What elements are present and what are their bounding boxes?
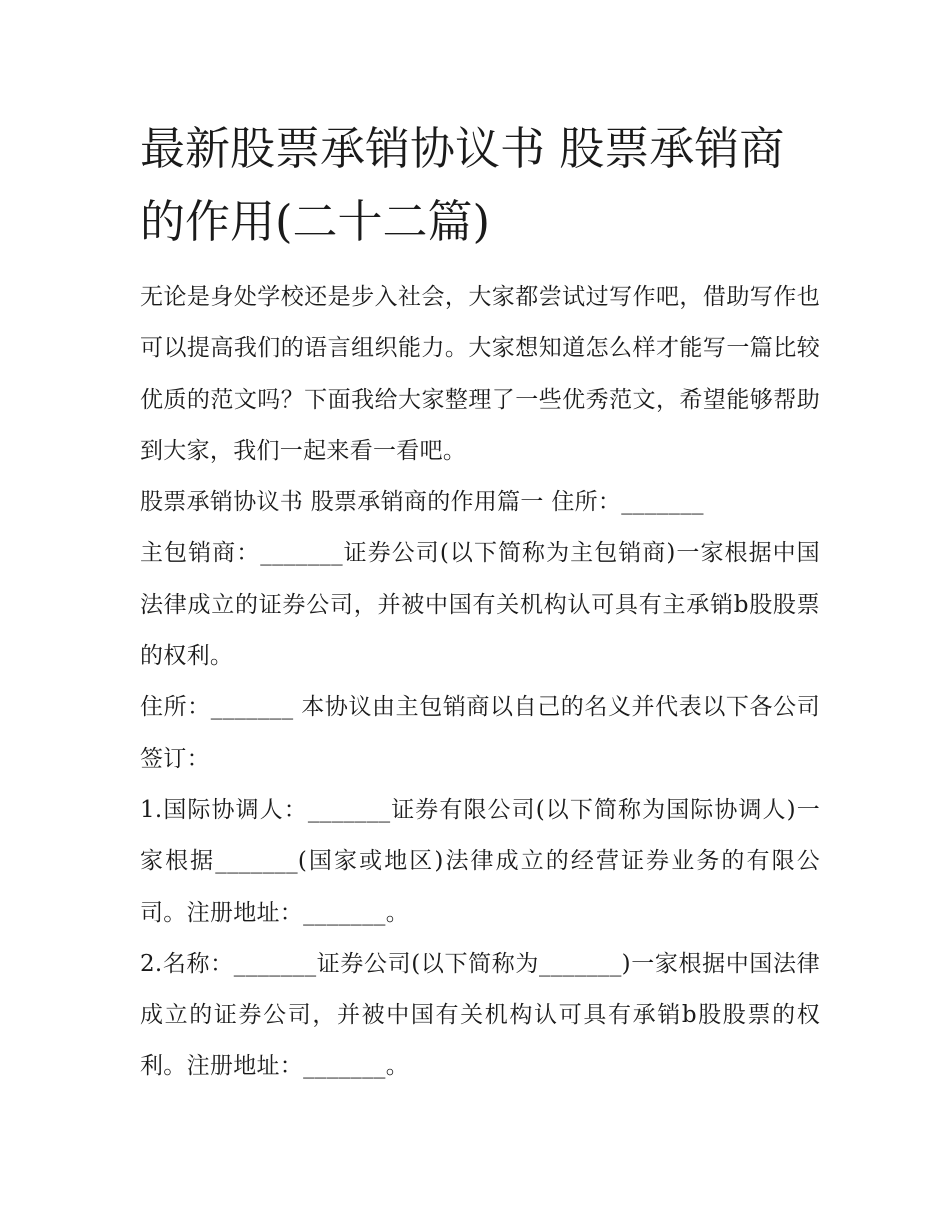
- section-heading-paragraph: 股票承销协议书 股票承销商的作用篇一 住所：_______: [140, 489, 704, 516]
- clause-1-paragraph: 1.国际协调人：_______证券有限公司(以下简称为国际协调人)一家根据_______(国家或地区)法律成立的经营证券业务的有限公司。注册地址：_______。: [140, 796, 820, 926]
- clause-2-paragraph: 2.名称：_______证券公司(以下简称为_______)一家根据中国法律成立的证券公司，并被中国有关机构认可具有承销b股股票的权利。注册地址：_______。: [140, 950, 820, 1080]
- document-title: 最新股票承销协议书 股票承销商的作用(二十二篇): [140, 122, 785, 248]
- lead-underwriter-paragraph: 主包销商：_______证券公司(以下简称为主包销商)一家根据中国法律成立的证券公司，并被中国有关机构认可具有主承销b股股票的权利。: [140, 540, 820, 670]
- intro-paragraph: 无论是身处学校还是步入社会，大家都尝试过写作吧，借助写作也可以提高我们的语言组织能力。大家想知道怎么样才能写一篇比较优质的范文吗？下面我给大家整理了一些优秀范文，希望能够帮助到大家，我们一起来看一看吧。: [140, 284, 820, 464]
- signing-paragraph: 住所：_______ 本协议由主包销商以自己的名义并代表以下各公司签订：: [140, 694, 820, 772]
- document-page: [140, 112, 820, 1093]
